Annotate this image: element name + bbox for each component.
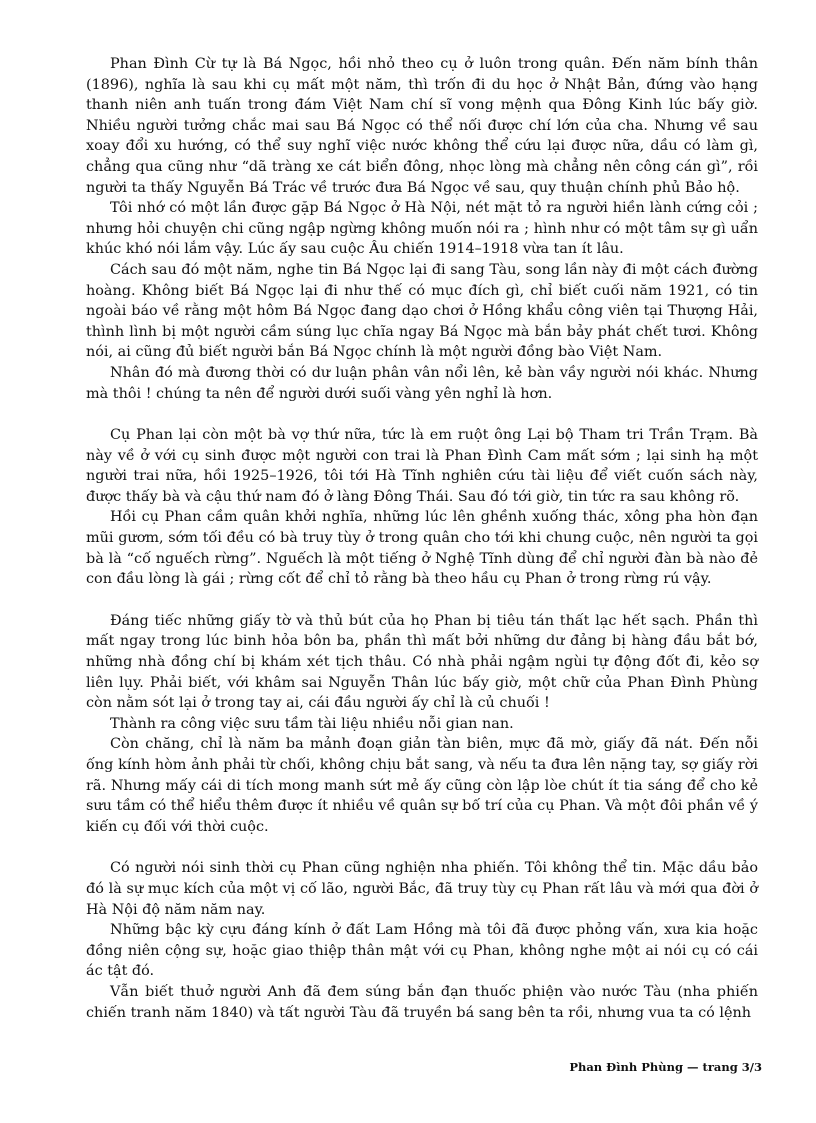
- section-gap: [86, 590, 758, 611]
- paragraph: Còn chăng, chỉ là năm ba mảnh đoạn giản tàn biên, mực đã mờ, giấy đã nát. Đến nỗi ống kính hòm ảnh phải từ chối, không chịu bắt sang, và nếu ta đưa lên nặng tay, sợ giấy rời rã. Nhưng mấy cái di tích mong manh sứt mẻ ấy cũng còn lập lòe chút ít tia sáng để cho kẻ sưu tầm có thể hiểu thêm được ít nhiều về quân sự bố trí của cụ Phan. Và một đôi phần về ý kiến cụ đối với thời cuộc.: [86, 736, 758, 835]
- paragraph: Đáng tiếc những giấy tờ và thủ bút của họ Phan bị tiêu tán thất lạc hết sạch. Phần thì mất ngay trong lúc binh hỏa bôn ba, phần thì mất bởi những dư đảng bị hàng đầu bắt bớ, những nhà đồng chí bị khám xét tịch thâu. Có nhà phải ngậm ngùi tự động đốt đi, kẻo sợ liên lụy. Phải biết, với khâm sai Nguyễn Thân lúc bấy giờ, một chữ của Phan Đình Phùng còn nằm sót lại ở trong tay ai, cái đầu người ấy chỉ là củ chuối !: [86, 612, 758, 712]
- section-gap: [86, 404, 758, 425]
- paragraph: Cách sau đó một năm, nghe tin Bá Ngọc lại đi sang Tàu, song lần này đi một cách đường hoàng. Không biết Bá Ngọc lại đi như thế có mục đích gì, chỉ biết cuối năm 1921, có tin ngoài báo về rằng một hôm Bá Ngọc đang dạo chơi ở Hồng khẩu công viên tại Thượng Hải, thình lình bị một người cầm súng lục chĩa ngay Bá Ngọc mà bắn bảy phát chết tươi. Không nói, ai cũng đủ biết người bắn Bá Ngọc chính là một người đồng bào Việt Nam.: [86, 261, 758, 361]
- paragraph: Những bậc kỳ cựu đáng kính ở đất Lam Hồng mà tôi đã được phỏng vấn, xưa kia hoặc đồng niên cộng sự, hoặc giao thiệp thân mật với cụ Phan, không nghe một ai nói cụ có cái ác tật đó.: [86, 922, 758, 980]
- paragraph: Nhân đó mà đương thời có dư luận phân vân nổi lên, kẻ bàn vầy người nói khác. Nhưng mà thôi ! chúng ta nên để người dưới suối vàng yên nghỉ là hơn.: [86, 364, 758, 402]
- section-gap: [86, 837, 758, 858]
- paragraph: Cụ Phan lại còn một bà vợ thứ nữa, tức là em ruột ông Lại bộ Tham tri Trần Trạm. Bà này về ở với cụ sinh được một người con trai là Phan Đình Cam mất sớm ; lại sinh hạ một người trai nữa, hồi 1925–1926, tôi tới Hà Tĩnh nghiên cứu tài liệu để viết cuốn sách này, được thấy bà và cậu thứ nam đó ở làng Đông Thái. Sau đó tới giờ, tin tức ra sau không rõ.: [86, 427, 758, 505]
- paragraph: Vẫn biết thuở người Anh đã đem súng bắn đạn thuốc phiện vào nước Tàu (nha phiến chiến tranh năm 1840) và tất người Tàu đã truyền bá sang bên ta rồi, nhưng vua ta có lệnh: [86, 983, 758, 1021]
- body-text: [86, 54, 758, 1023]
- paragraph: Tôi nhớ có một lần được gặp Bá Ngọc ở Hà Nội, nét mặt tỏ ra người hiền lành cứng cỏi ; nhưng hỏi chuyện chi cũng ngập ngừng không muốn nói ra ; hình như có một tâm sự gì uẩn khúc khó nói lắm vậy. Lúc ấy sau cuộc Âu chiến 1914–1918 vừa tan ít lâu.: [86, 200, 758, 258]
- page-footer: Phan Đình Phùng — trang 3/3: [569, 1060, 762, 1074]
- paragraph: Có người nói sinh thời cụ Phan cũng nghiện nha phiến. Tôi không thể tin. Mặc dầu bảo đó là sự mục kích của một vị cố lão, người Bắc, đã truy tùy cụ Phan rất lâu và mới qua đời ở Hà Nội độ năm năm nay.: [86, 860, 758, 918]
- paragraph: Phan Đình Cừ tự là Bá Ngọc, hồi nhỏ theo cụ ở luôn trong quân. Đến năm bính thân (1896), nghĩa là sau khi cụ mất một năm, thì trốn đi du học ở Nhật Bản, đứng vào hạng thanh niên anh tuấn trong đám Việt Nam chí sĩ vong mệnh qua Đông Kinh lúc bấy giờ. Nhiều người tưởng chắc mai sau Bá Ngọc có thể nối được chí lớn của cha. Nhưng về sau xoay đổi xu hướng, có thể suy nghĩ việc nước không thể cứu lại được nữa, dầu có làm gì, chẳng qua cũng như “dã tràng xe cát biển đông, nhọc lòng mà chẳng nên công cán gì”, rồi người ta thấy Nguyễn Bá Trác về trước đưa Bá Ngọc về sau, quy thuận chính phủ Bảo hộ.: [86, 56, 758, 196]
- paragraph: Thành ra công việc sưu tầm tài liệu nhiều nỗi gian nan.: [110, 715, 514, 732]
- paragraph: Hồi cụ Phan cầm quân khởi nghĩa, những lúc lên ghềnh xuống thác, xông pha hòn đạn mũi gươm, sớm tối đều có bà truy tùy ở trong quân cho tới khi chung cuộc, nên người ta gọi bà là “cố nguếch rừng”. Nguếch là một tiếng ở Nghệ Tĩnh dùng để chỉ người đàn bà nào đẻ con đầu lòng là gái ; rừng cốt để chỉ tỏ rằng bà theo hầu cụ Phan ở trong rừng rú vậy.: [86, 509, 758, 588]
